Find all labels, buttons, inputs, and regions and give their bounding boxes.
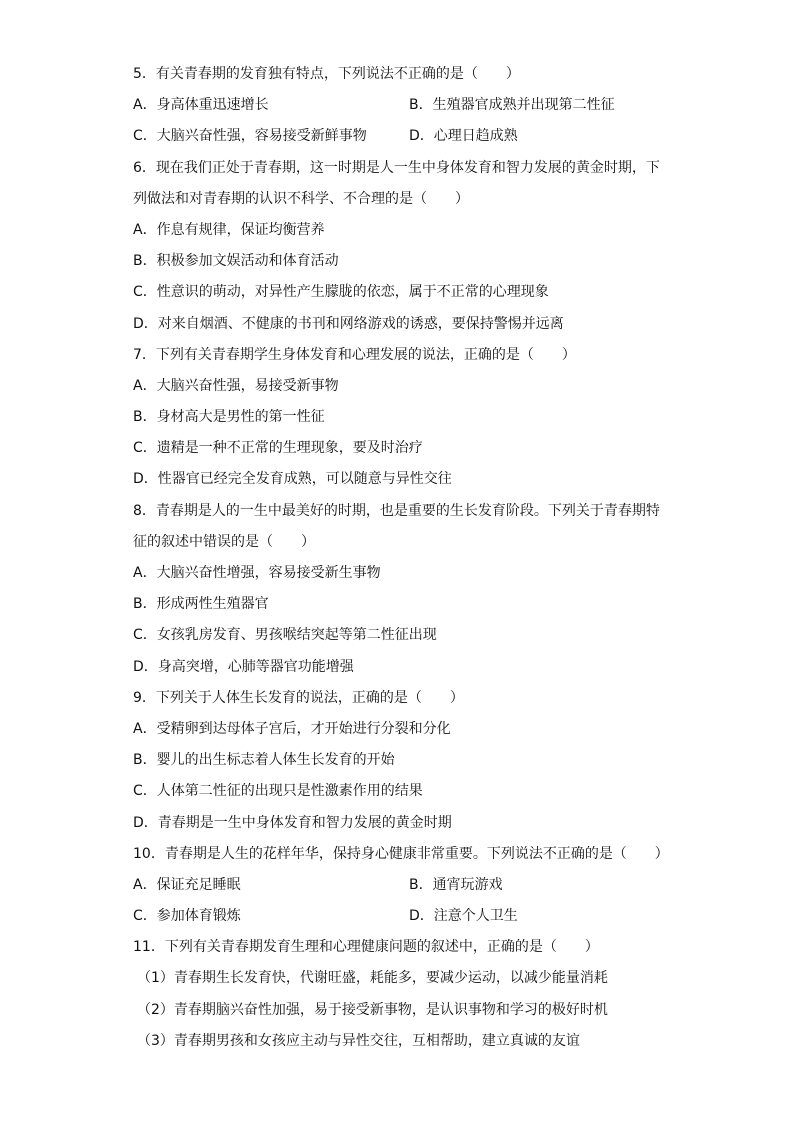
question-8-option-a[interactable]: A．大脑兴奋性增强，容易接受新生事物 xyxy=(133,565,381,581)
question-8-option-c[interactable]: C．女孩乳房发育、男孩喉结突起等第二性征出现 xyxy=(133,627,437,644)
question-10-stem: 10．青春期是人生的花样年华，保持身心健康非常重要。下列说法不正确的是（ ） xyxy=(133,845,669,862)
question-5-option-d[interactable]: D．心理日趋成熟 xyxy=(409,128,518,145)
question-10-options-row-2 xyxy=(133,906,673,937)
question-8-stem-line-1: 8．青春期是人的一生中最美好的时期，也是重要的生长发育阶段。下列关于青春期特 xyxy=(133,502,660,519)
question-6-option-c[interactable]: C．性意识的萌动，对异性产生朦胧的依恋，属于不正常的心理现象 xyxy=(133,284,549,301)
question-8-option-b[interactable]: B．形成两性生殖器官 xyxy=(133,596,269,613)
question-9-stem: 9．下列关于人体生长发育的说法，正确的是（ ） xyxy=(133,689,464,706)
question-8-option-d[interactable]: D．身高突增，心肺等器官功能增强 xyxy=(133,658,354,675)
question-9-option-b[interactable]: B．婴儿的出生标志着人体生长发育的开始 xyxy=(133,752,395,769)
question-7-stem: 7．下列有关青春期学生身体发育和心理发展的说法，正确的是（ ） xyxy=(133,346,576,363)
question-9-option-a[interactable]: A．受精卵到达母体子宫后，才开始进行分裂和分化 xyxy=(133,720,451,737)
question-10-options-row-1 xyxy=(133,875,673,906)
question-6-stem-line-1: 6．现在我们正处于青春期，这一时期是人一生中身体发育和智力发展的黄金时期，下 xyxy=(133,159,660,176)
question-11-item-1: （1）青春期生长发育快，代谢旺盛，耗能多，要减少运动，以减少能量消耗 xyxy=(137,970,608,987)
question-11-item-2: （2）青春期脑兴奋性加强，易于接受新事物，是认识事物和学习的极好时机 xyxy=(137,1001,608,1018)
question-6-option-a[interactable]: A．作息有规律，保证均衡营养 xyxy=(133,221,325,238)
question-9-option-d[interactable]: D．青春期是一生中身体发育和智力发展的黄金时期 xyxy=(133,814,452,831)
question-list xyxy=(133,64,673,1062)
question-6-option-b[interactable]: B．积极参加文娱活动和体育活动 xyxy=(133,253,339,270)
question-11-stem: 11．下列有关青春期发育生理和心理健康问题的叙述中，正确的是（ ） xyxy=(133,939,599,956)
question-5-option-a[interactable]: A．身高体重迅速增长 xyxy=(133,97,269,114)
question-5-options-row-1 xyxy=(133,95,673,126)
question-6-option-d[interactable]: D．对来自烟酒、不健康的书刊和网络游戏的诱惑，要保持警惕并远离 xyxy=(133,315,564,332)
question-5-option-b[interactable]: B．生殖器官成熟并出现第二性征 xyxy=(409,97,615,114)
question-10-option-a[interactable]: A．保证充足睡眠 xyxy=(133,876,241,893)
question-6-stem-line-2: 列做法和对青春期的认识不科学、不合理的是（ ） xyxy=(133,190,469,207)
question-11-item-3: （3）青春期男孩和女孩应主动与异性交往，互相帮助，建立真诚的友谊 xyxy=(137,1032,580,1049)
question-7-option-b[interactable]: B．身材高大是男性的第一性征 xyxy=(133,409,325,426)
question-9-option-c[interactable]: C．人体第二性征的出现只是性激素作用的结果 xyxy=(133,783,423,800)
question-7-option-d[interactable]: D．性器官已经完全发育成熟，可以随意与异性交往 xyxy=(133,471,452,488)
question-7-option-a[interactable]: A．大脑兴奋性强，易接受新事物 xyxy=(133,377,339,394)
question-5-stem: 5．有关青春期的发育独有特点，下列说法不正确的是（ ） xyxy=(133,66,520,82)
question-10-option-b[interactable]: B．通宵玩游戏 xyxy=(409,876,503,893)
question-8-stem-line-2: 征的叙述中错误的是（ ） xyxy=(133,533,315,550)
question-7-option-c[interactable]: C．遗精是一种不正常的生理现象，要及时治疗 xyxy=(133,440,423,457)
question-5-option-c[interactable]: C．大脑兴奋性强，容易接受新鲜事物 xyxy=(133,128,367,145)
question-5-options-row-2 xyxy=(133,126,673,157)
question-10-option-d[interactable]: D．注意个人卫生 xyxy=(409,908,518,925)
question-10-option-c[interactable]: C．参加体育锻炼 xyxy=(133,908,241,925)
